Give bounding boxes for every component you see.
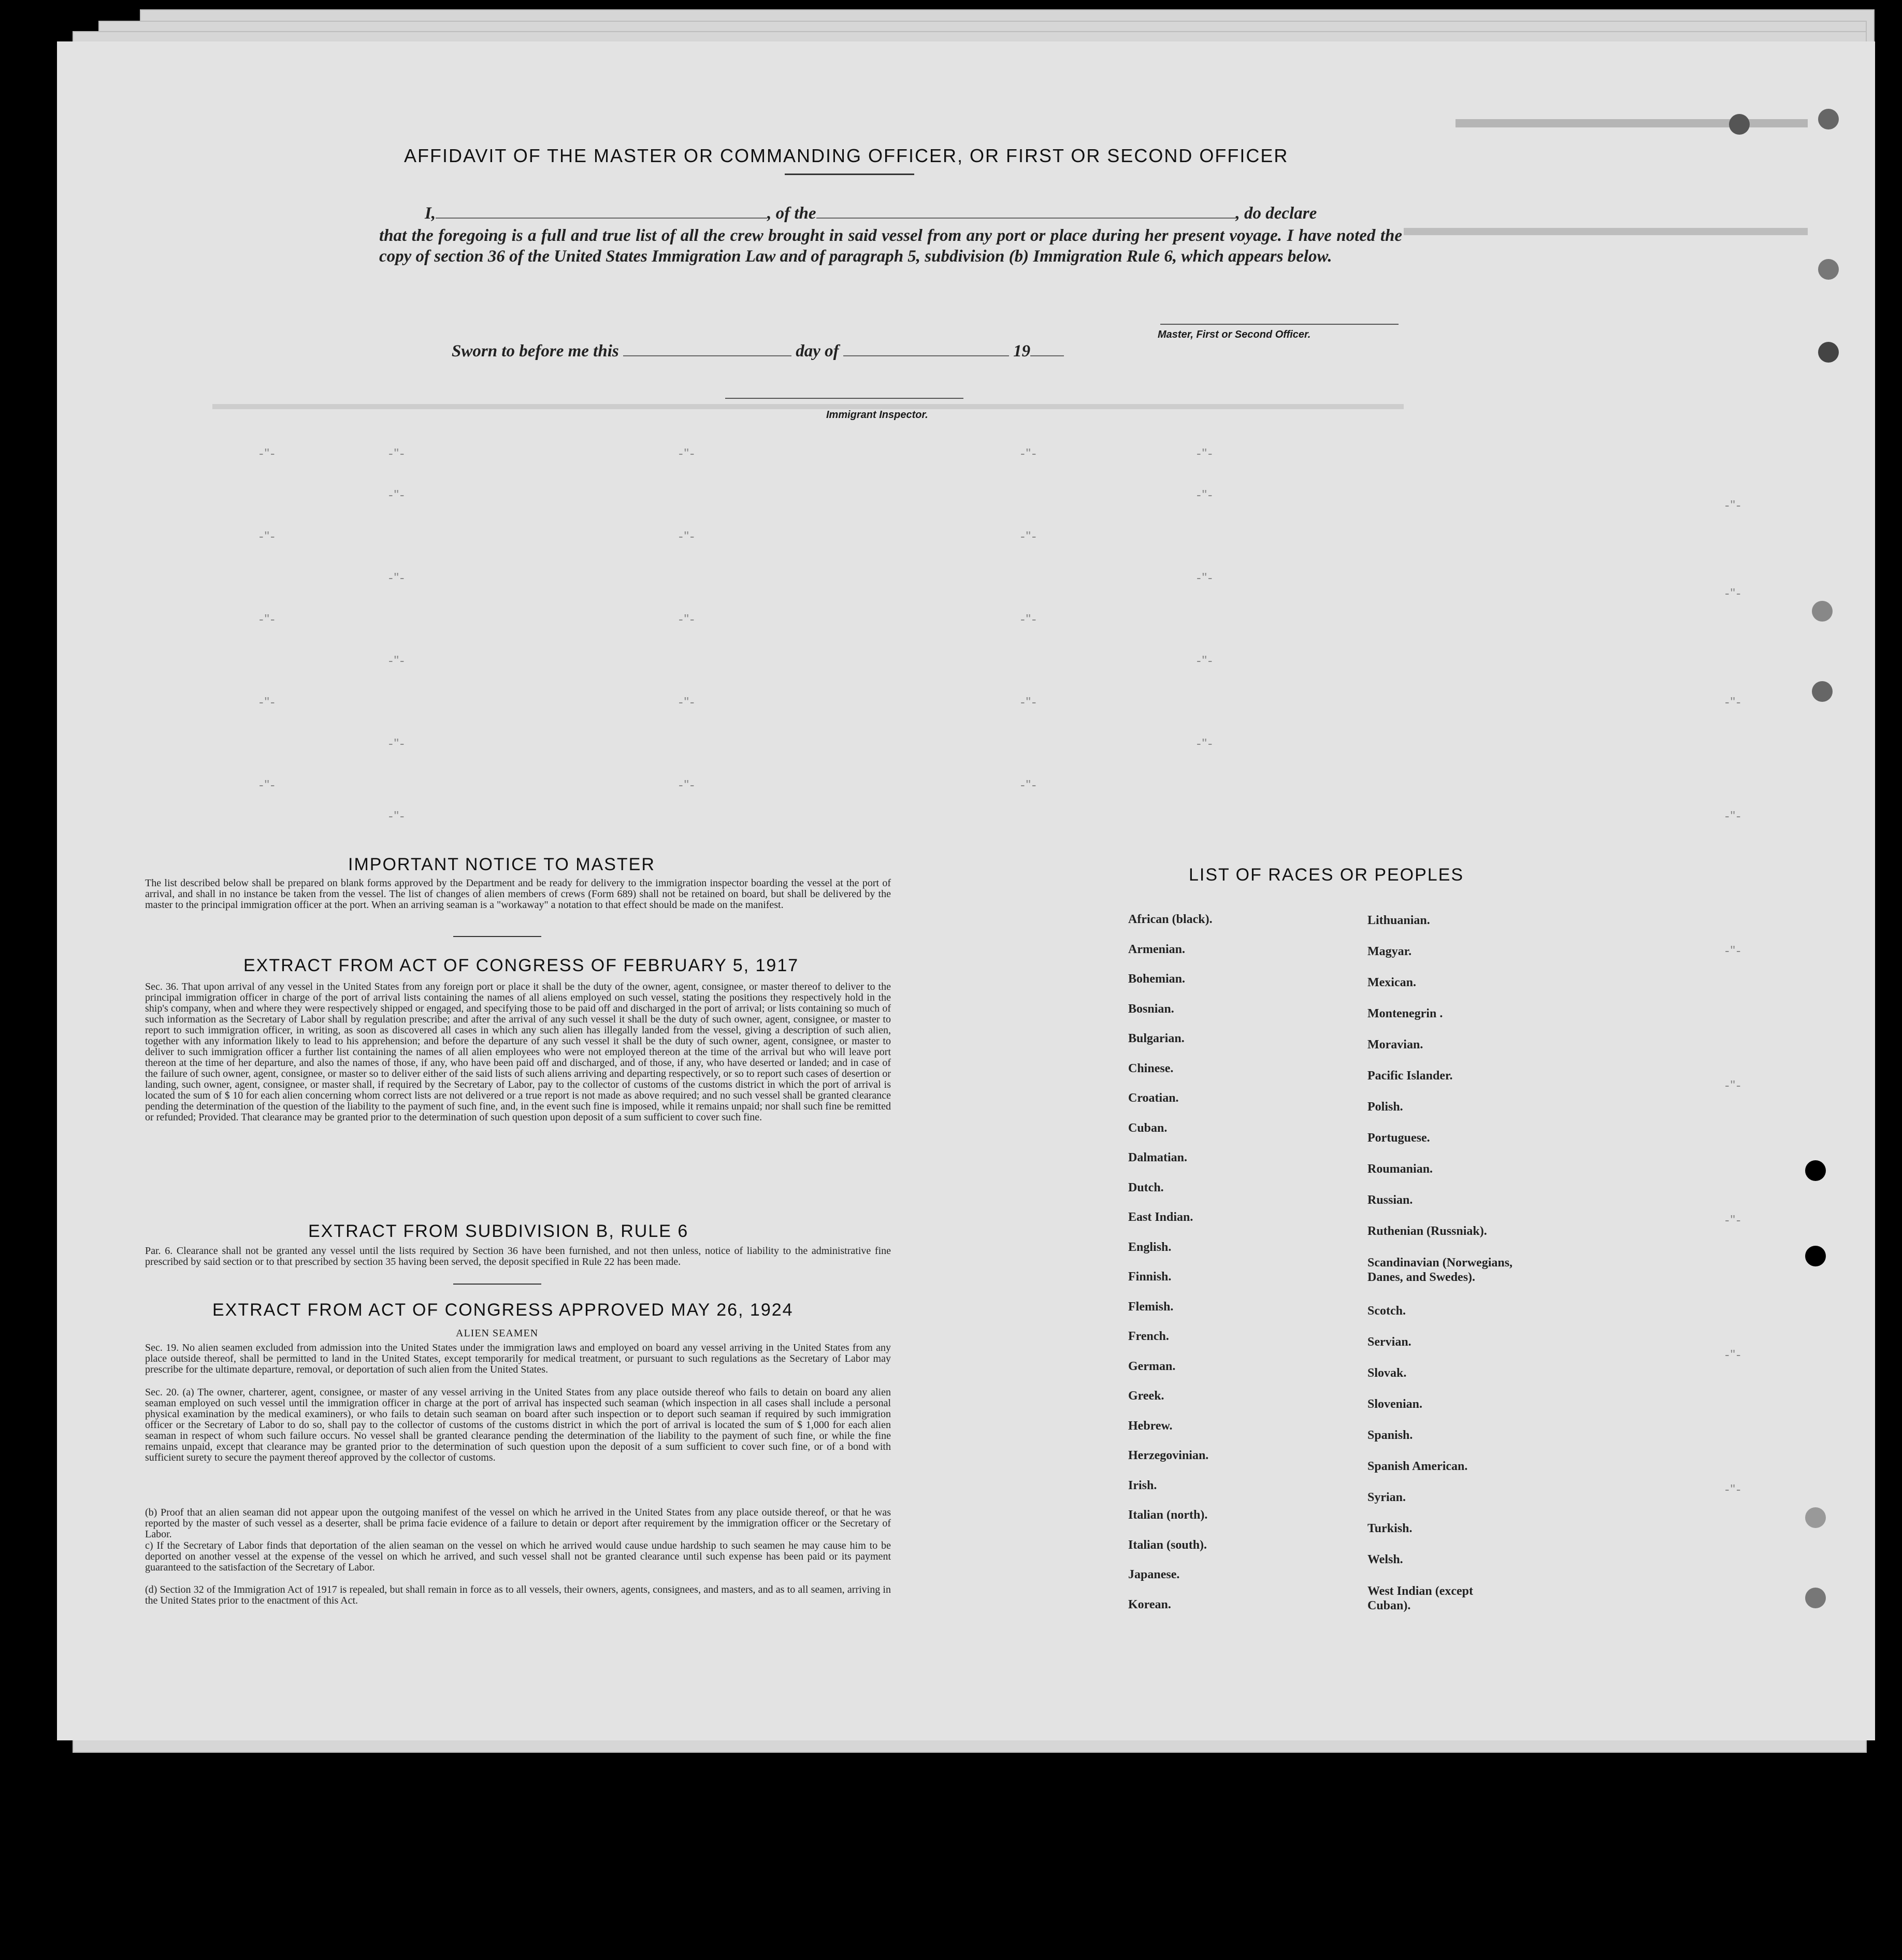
race-item: Korean.: [1128, 1598, 1171, 1611]
punch-hole: [1805, 1588, 1826, 1608]
race-item: Welsh.: [1367, 1553, 1403, 1566]
notice-title: IMPORTANT NOTICE TO MASTER: [348, 855, 655, 874]
race-item: Armenian.: [1128, 943, 1185, 956]
race-item: French.: [1128, 1330, 1169, 1343]
punch-hole: [1818, 109, 1839, 129]
race-item: Italian (south).: [1128, 1538, 1207, 1552]
race-item: Bohemian.: [1128, 972, 1186, 986]
race-item: Herzegovinian.: [1128, 1449, 1209, 1462]
races-title: LIST OF RACES OR PEOPLES: [1189, 865, 1464, 885]
manifest-sheet: -"- -"- -"- -"- -"- -"- -"- -"- -"- -"- -"- -"- -"- -"- -"- -"- -"- -"- -"- -"- -"- -"- -"- -"- -"- -"- -"- -"- -"- -"- -"- -"- -"- -"- -"- AFFIDAVIT OF THE MASTER OR COMMANDING OFFICER, OR FIRST OR SECOND OFFICER I, , of the , do declare that the foregoing is a full and true list of all the crew brought in said vessel from any port or place during her present voyage. I have noted the copy of section 36 of the United States Immigration Law and of paragraph 5, subdivision (b) Immigration Rule 6, which appears below. Master, First or Second Officer. Sworn to before me this day of 19 Immigrant Inspector. IMPORTANT NOTICE TO MASTER The list described below shall be prepared on blank forms approved by the Department and be ready for delivery to the immigration inspector boarding the vessel at the port of arrival, and shall in no instance be taken from the vessel. The list of changes of alien members of crews (Form 689) shall not be retained on board, but shall be delivered by the master to the principal immigration officer at the port. When an arriving seaman is a "workaway" a notation to that effect should be made on the manifest. EXTRACT FROM ACT OF CONGRESS OF FEBRUARY 5, 1917 Sec. 36. That upon arrival of any vessel in the United States from any foreign port or place it shall be the duty of the owner, agent, consignee, or master thereof to deliver to the principal immigration officer in charge of the port of arrival lists containing the names of all aliens employed on such vessel, stating the positions they respectively hold in the ship's company, when and where they were respectively shipped or engaged, and specifying those to be paid off and discharged in the port of arrival; or lists containing so much of such information as the Secretary of Labor shall by regulation prescribe; and after the arrival of any such vessel it shall be the duty of such owner, agent, consignee, or master to report to such immigration officer, in writing, as soon as discovered all cases in which any such alien has illegally landed from the vessel, giving a description of such alien, together with any information likely to lead to his apprehension; and before the departure of any such vessel it shall be the duty of such owner, agent, consignee, or master to deliver to such immigration officer a further list containing the names of all alien employees who were not employed thereon at the time of the arrival but who will leave port thereon at the time of her departure, and also the names of those, if any, who have been paid off and discharged, and of those, if any, who have deserted or landed; and in case of the failure of such owner, agent, consignee, or master so to deliver either of the said lists of such aliens arriving and departing respectively, or so to report such cases of desertion or landing, such owner, agent, consignee, or master shall, if required by the Secretary of Labor, pay to the collector of customs of the customs district in which the port of arrival is located the sum of $ 10 for each alien concerning whom correct lists are not delivered or a true report is not made as above required; and no such vessel shall be granted clearance pending the determination of the question of the liability to the payment of such fine, and, in the event such fine is imposed, while it remains unpaid; nor shall such fine be remitted or refunded; Provided. That clearance may be granted prior to the determination of such question upon deposit of a sum sufficient to cover such fine. EXTRACT FROM SUBDIVISION B, RULE 6 Par. 6. Clearance shall not be granted any vessel until the lists required by Section 36 have been furnished, and not then unless, notice of liability to the administrative fine prescribed by said section or to that prescribed by section 35 having been served, the deposit specified in Rule 22 has been made. EXTRACT FROM ACT OF CONGRESS APPROVED MAY 26, 1924 ALIEN SEAMEN Sec. 19. No alien seamen excluded from admission into the United States under the immigration laws and employed on board any vessel arriving in the United States from any place outside thereof, shall be permitted to land in the United States, except temporarily for medical treatment, or pursuant to such regulations as the Secretary of Labor may prescribe for the ultimate departure, removal, or deportation of such alien from the United States. Sec. 20. (a) The owner, charterer, agent, consignee, or master of any vessel arriving in the United States from any place outside thereof who fails to detain on board any alien seaman employed on such vessel until the immigration officer in charge at the port of arrival has inspected such seaman (which inspection in all cases shall include a personal physical examination by the medical examiners), or who fails to detain such seaman on board after such inspection or to deport such seaman if required by such immigration officer or the Secretary of Labor to do so, shall pay to the collector of customs of the customs district in which the port of arrival is located the sum of $ 1,000 for each alien seaman in respect of whom such failure occurs. No vessel shall be granted clearance pending the determination of the liability to the payment of such fine, or while the fine remains unpaid, except that clearance may be granted prior to the determination of such question upon the deposit of a sum sufficient to cover such fine, or of a bond with sufficient surety to secure the payment thereof approved by the collector of customs. (b) Proof that an alien seaman did not appear upon the outgoing manifest of the vessel on which he arrived in the United States from any place outside thereof, or that he was reported by the master of such vessel as a deserter, shall be prima facie evidence of a failure to detain or deport after requirement by the immigration officer or the Secretary of Labor. c) If the Secretary of Labor finds that deportation of the alien seaman on the vessel on which he arrived would cause undue hardship to such seamen he may cause him to be deported on another vessel at the expense of the vessel on which he arrived, and such vessel shall not be granted clearance until such expense has been paid or its payment guaranteed to the satisfaction of the Secretary of Labor. (d) Section 32 of the Immigration Act of 1917 is repealed, but shall remain in force as to all vessels, their owners, agents, consignees, and masters, and as to all seamen, arriving in the United States prior to the enactment of this Act. LIST OF RACES OR PEOPLES African (black). Armenian. Bohemian. Bosnian. Bulgarian. Chinese. Croatian. Cuban. Dalmatian. Dutch. East Indian. English. Finnish. Flemish. French. German. Greek. Hebrew. Herzegovinian. Irish. Italian (north). Italian (south). Japanese. Korean. Lithuanian. Magyar. Mexican. Montenegrin . Moravian. Pacific Islander. Polish. Portuguese. Roumanian. Russian. Ruthenian (Russniak). Scandinavian (Norwegians, Danes, and Swedes). Scotch. Servian. Slovak. Slovenian. Spanish. Spanish American. Syrian. Turkish. Welsh. West Indian (except Cuban).: [57, 41, 1875, 1740]
notice-rule: [453, 936, 541, 937]
race-item: Cuban.: [1128, 1121, 1168, 1135]
extract-1924-sec20d: (d) Section 32 of the Immigration Act of 1917 is repealed, but shall remain in force as to all vessels, their owners, agents, consignees, and masters, and as to all seamen, arriving in the United States prior to the enactment of this Act.: [145, 1584, 891, 1606]
punch-hole: [1805, 1507, 1826, 1528]
declaration-body: that the foregoing is a full and true list of all the crew brought in said vessel from any port or place during her present voyage. I have noted the copy of section 36 of the United States Immigration Law and of paragraph 5, subdivision (b) Immigration Rule 6, which appears below.: [379, 226, 1402, 266]
signature-line[interactable]: [1160, 324, 1399, 325]
race-item: Finnish.: [1128, 1270, 1172, 1284]
race-item: Turkish.: [1367, 1522, 1413, 1535]
extract-1924-sec20b: (b) Proof that an alien seaman did not appear upon the outgoing manifest of the vessel on which he arrived in the United States from any place outside thereof, or that he was reported by the master of such vessel as a deserter, shall be prima facie evidence of a failure to detain or deport after requirement by the immigration officer or the Secretary of Labor.: [145, 1507, 891, 1540]
race-item: East Indian.: [1128, 1210, 1193, 1224]
race-item: Portuguese.: [1367, 1131, 1430, 1145]
punch-hole: [1805, 1246, 1826, 1266]
race-item: Dutch.: [1128, 1181, 1164, 1194]
race-item: Montenegrin .: [1367, 1007, 1443, 1020]
race-item: Servian.: [1367, 1335, 1411, 1349]
affidavit-title: AFFIDAVIT OF THE MASTER OR COMMANDING OFFICER, OR FIRST OR SECOND OFFICER: [404, 145, 1289, 166]
race-item: Ruthenian (Russniak).: [1367, 1224, 1487, 1238]
punch-hole: [1805, 1160, 1826, 1181]
race-item: Spanish.: [1367, 1429, 1413, 1442]
vessel-blank[interactable]: [816, 218, 1236, 219]
rule6-rule: [453, 1284, 541, 1285]
race-item: Hebrew.: [1128, 1419, 1173, 1433]
punch-hole: [1729, 114, 1750, 135]
race-item: Roumanian.: [1367, 1162, 1433, 1176]
race-item: Japanese.: [1128, 1568, 1180, 1581]
race-item: Russian.: [1367, 1193, 1413, 1207]
race-item: Irish.: [1128, 1479, 1157, 1492]
extract-rule6-body: Par. 6. Clearance shall not be granted any vessel until the lists required by Section 36 have been furnished, and not then unless, notice of liability to the administrative fine prescribed by said section or to that prescribed by section 35 having been served, the deposit specified in Rule 22 has been made.: [145, 1245, 891, 1267]
race-item: Chinese.: [1128, 1062, 1174, 1075]
notice-body: The list described below shall be prepared on blank forms approved by the Department and be ready for delivery to the immigration inspector boarding the vessel at the port of arrival, and shall in no instance be taken from the vessel. The list of changes of alien members of crews (Form 689) shall not be retained on board, but shall be delivered by the master to the principal immigration officer at the port. When an arriving seaman is a "workaway" a notation to that effect should be made on the manifest.: [145, 877, 891, 911]
extract-1924-title: EXTRACT FROM ACT OF CONGRESS APPROVED MAY 26, 1924: [212, 1300, 794, 1320]
extract-1917-body: Sec. 36. That upon arrival of any vessel in the United States from any foreign port or place it shall be the duty of the owner, agent, consignee, or master thereof to deliver to the principal immigration officer in charge of the port of arrival lists containing the names of all aliens employed on such vessel, stating the positions they respectively hold in the ship's company, when and where they were respectively shipped or engaged, and specifying those to be paid off and discharged in the port of arrival; or lists containing so much of such information as the Secretary of Labor shall by regulation prescribe; and after the arrival of any such vessel it shall be the duty of such owner, agent, consignee, or master to report to such immigration officer, in writing, as soon as discovered all cases in which any such alien has illegally landed from the vessel, giving a description of such alien, together with any information likely to lead to his apprehension; and before the departure of any such vessel it shall be the duty of such owner, agent, consignee, or master to deliver to such immigration officer a further list containing the names of all alien employees who were not employed thereon at the time of the arrival but who will leave port thereon at the time of her departure, and also the names of those, if any, who have been paid off and discharged, and of those, if any, who have deserted or landed; and in case of the failure of such owner, agent, consignee, or master so to deliver either of the said lists of such aliens arriving and departing respectively, or so to report such cases of desertion or landing, such owner, agent, consignee, or master shall, if required by the Secretary of Labor, pay to the collector of customs of the customs district in which the port of arrival is located the sum of $ 10 for each alien concerning whom correct lists are not delivered or a true report is not made as above required; and no such vessel shall be granted clearance pending the determination of the question of the liability to the payment of such fine, and, in the event such fine is imposed, while it remains unpaid; nor shall such fine be remitted or refunded; Provided. That clearance may be granted prior to the determination of such question upon deposit of a sum sufficient to cover such fine.: [145, 981, 891, 1123]
race-item: Pacific Islander.: [1367, 1069, 1453, 1083]
extract-1924-sec20c: c) If the Secretary of Labor finds that deportation of the alien seaman on the vessel on which he arrived would cause undue hardship to such seamen he may cause him to be deported on another vessel at the expense of the vessel on which he arrived, and such vessel shall not be granted clearance until such expense has been paid or its payment guaranteed to the satisfaction of the Secretary of Labor.: [145, 1540, 891, 1573]
race-item: Spanish American.: [1367, 1460, 1468, 1473]
race-item: Dalmatian.: [1128, 1151, 1187, 1164]
race-item: Moravian.: [1367, 1038, 1423, 1051]
race-item: Scotch.: [1367, 1304, 1406, 1318]
title-underline: [785, 174, 914, 175]
race-item: English.: [1128, 1241, 1172, 1254]
race-item: German.: [1128, 1360, 1176, 1373]
sworn-year-blank[interactable]: [1030, 355, 1064, 356]
sworn-line: Sworn to before me this day of 19: [452, 341, 1064, 362]
sworn-month-blank[interactable]: [843, 355, 1009, 356]
race-item: Italian (north).: [1128, 1508, 1208, 1522]
inspector-line[interactable]: [725, 398, 963, 399]
race-item: Lithuanian.: [1367, 914, 1430, 927]
extract-1924-sec20a: Sec. 20. (a) The owner, charterer, agent, consignee, or master of any vessel arriving in the United States from any place outside thereof who fails to detain on board any alien seaman employed on such vessel until the immigration officer in charge at the port of arrival has inspected such seaman (which inspection in all cases shall include a personal physical examination by the medical examiners), or who fails to detain such seaman on board after such inspection or to deport such seaman if required by such immigration officer or the Secretary of Labor to do so, shall pay to the collector of customs of the customs district in which the port of arrival is located the sum of $ 1,000 for each alien seaman in respect of whom such failure occurs. No vessel shall be granted clearance pending the determination of the liability to the payment of such fine, or while the fine remains unpaid, except that clearance may be granted prior to the determination of such question upon the deposit of a sum sufficient to cover such fine, or of a bond with sufficient surety to secure the payment thereof approved by the collector of customs.: [145, 1387, 891, 1463]
punch-hole: [1812, 681, 1833, 702]
declaration-line-1: I, , of the , do declare: [425, 204, 1317, 223]
race-item: Polish.: [1367, 1100, 1403, 1114]
inspector-label: Immigrant Inspector.: [826, 409, 928, 421]
race-item: Greek.: [1128, 1389, 1164, 1403]
race-item: Slovenian.: [1367, 1397, 1423, 1411]
race-item: Flemish.: [1128, 1300, 1174, 1314]
race-item: West Indian (except Cuban).: [1367, 1584, 1473, 1612]
race-item: Bosnian.: [1128, 1002, 1174, 1016]
race-item: African (black).: [1128, 913, 1213, 926]
name-blank[interactable]: [436, 218, 767, 219]
race-item: Syrian.: [1367, 1491, 1406, 1504]
race-item: Slovak.: [1367, 1366, 1407, 1380]
extract-1917-title: EXTRACT FROM ACT OF CONGRESS OF FEBRUARY 5, 1917: [243, 956, 799, 975]
race-item: Magyar.: [1367, 945, 1412, 958]
extract-1924-sec19: Sec. 19. No alien seamen excluded from admission into the United States under the immigration laws and employed on board any vessel arriving in the United States from any place outside thereof, shall be permitted to land in the United States, except temporarily for medical treatment, or pursuant to such regulations as the Secretary of Labor may prescribe for the ultimate departure, removal, or deportation of such alien from the United States.: [145, 1342, 891, 1375]
sworn-day-blank[interactable]: [623, 355, 791, 356]
punch-hole: [1818, 259, 1839, 280]
extract-rule6-title: EXTRACT FROM SUBDIVISION B, RULE 6: [308, 1221, 689, 1241]
race-item: Croatian.: [1128, 1091, 1179, 1105]
race-item: Scandinavian (Norwegians, Danes, and Swedes).: [1367, 1256, 1513, 1284]
extract-1924-subtitle: ALIEN SEAMEN: [456, 1328, 539, 1339]
signature-label: Master, First or Second Officer.: [1158, 329, 1311, 340]
punch-hole: [1818, 342, 1839, 363]
race-item: Mexican.: [1367, 976, 1416, 989]
punch-hole: [1812, 601, 1833, 622]
race-item: Bulgarian.: [1128, 1032, 1185, 1045]
